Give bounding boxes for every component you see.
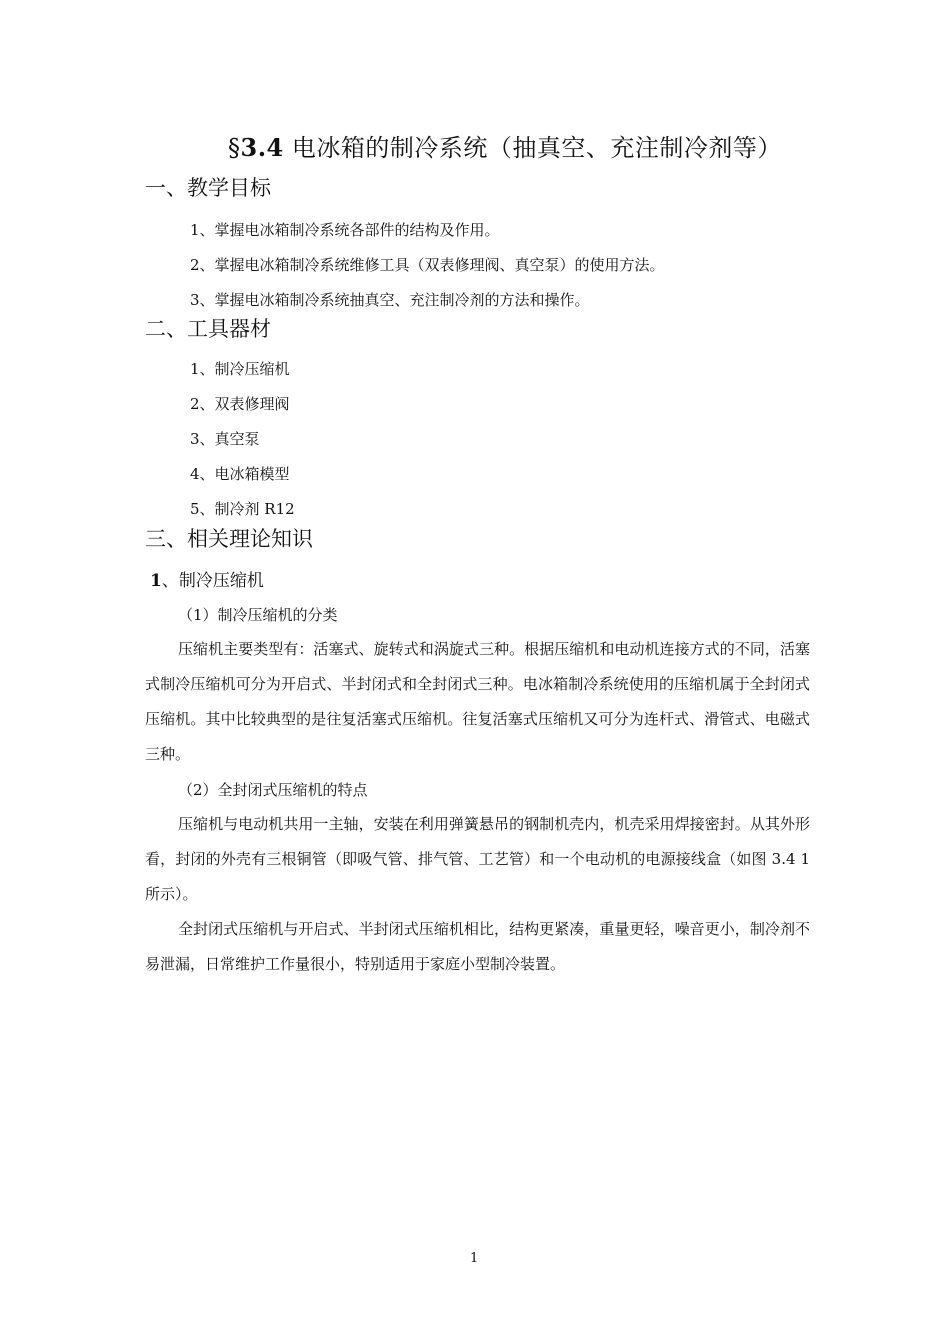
- goal-item-3: 3、掌握电冰箱制冷系统抽真空、充注制冷剂的方法和操作。: [190, 291, 590, 309]
- subheading-text: 、制冷压缩机: [161, 571, 264, 591]
- tool-item-4: 4、电冰箱模型: [190, 465, 290, 483]
- heading-tools: 二、工具器材: [145, 317, 271, 341]
- subheading-number: 1: [150, 571, 162, 591]
- tool-item-2: 2、双表修理阀: [190, 395, 290, 413]
- title-text: 电冰箱的制冷系统（抽真空、充注制冷剂等）: [283, 134, 782, 162]
- section-symbol: §: [228, 134, 241, 162]
- goal-item-2: 2、掌握电冰箱制冷系统维修工具（双表修理阀、真空泵）的使用方法。: [190, 256, 665, 274]
- goal-item-1: 1、掌握电冰箱制冷系统各部件的结构及作用。: [190, 221, 500, 239]
- page-title: [228, 128, 782, 163]
- part1-heading: （1）制冷压缩机的分类: [178, 606, 338, 624]
- tool-item-5: 5、制冷剂 R12: [190, 500, 295, 518]
- tool-item-1: 1、制冷压缩机: [190, 360, 290, 378]
- part2-paragraph-1: 压缩机与电动机共用一主轴，安装在利用弹簧悬吊的钢制机壳内，机壳采用焊接密封。从其外形看，封闭的外壳有三根铜管（即吸气管、排气管、工艺管）和一个电动机的电源接线盒（如图 3.4 1 所示）。: [145, 815, 810, 903]
- section-number: 3.4: [240, 133, 284, 162]
- part1-paragraph: 压缩机主要类型有：活塞式、旋转式和涡旋式三种。根据压缩机和电动机连接方式的不同，活塞式制冷压缩机可分为开启式、半封闭式和全封闭式三种。电冰箱制冷系统使用的压缩机属于全封闭式压缩机。其中比较典型的是往复活塞式压缩机。往复活塞式压缩机又可分为连杆式、滑管式、电磁式三种。: [145, 640, 810, 763]
- tool-item-3: 3、真空泵: [190, 430, 260, 448]
- page-number: 1: [470, 1251, 479, 1266]
- heading-theory: 三、相关理论知识: [145, 527, 313, 551]
- subheading-compressor: [150, 566, 264, 591]
- heading-goals: 一、教学目标: [145, 176, 271, 200]
- part2-heading: （2）全封闭式压缩机的特点: [178, 781, 368, 799]
- part2-paragraph-2: 全封闭式压缩机与开启式、半封闭式压缩机相比，结构更紧凑，重量更轻，噪音更小，制冷剂不易泄漏，日常维护工作量很小，特别适用于家庭小型制冷装置。: [145, 920, 810, 973]
